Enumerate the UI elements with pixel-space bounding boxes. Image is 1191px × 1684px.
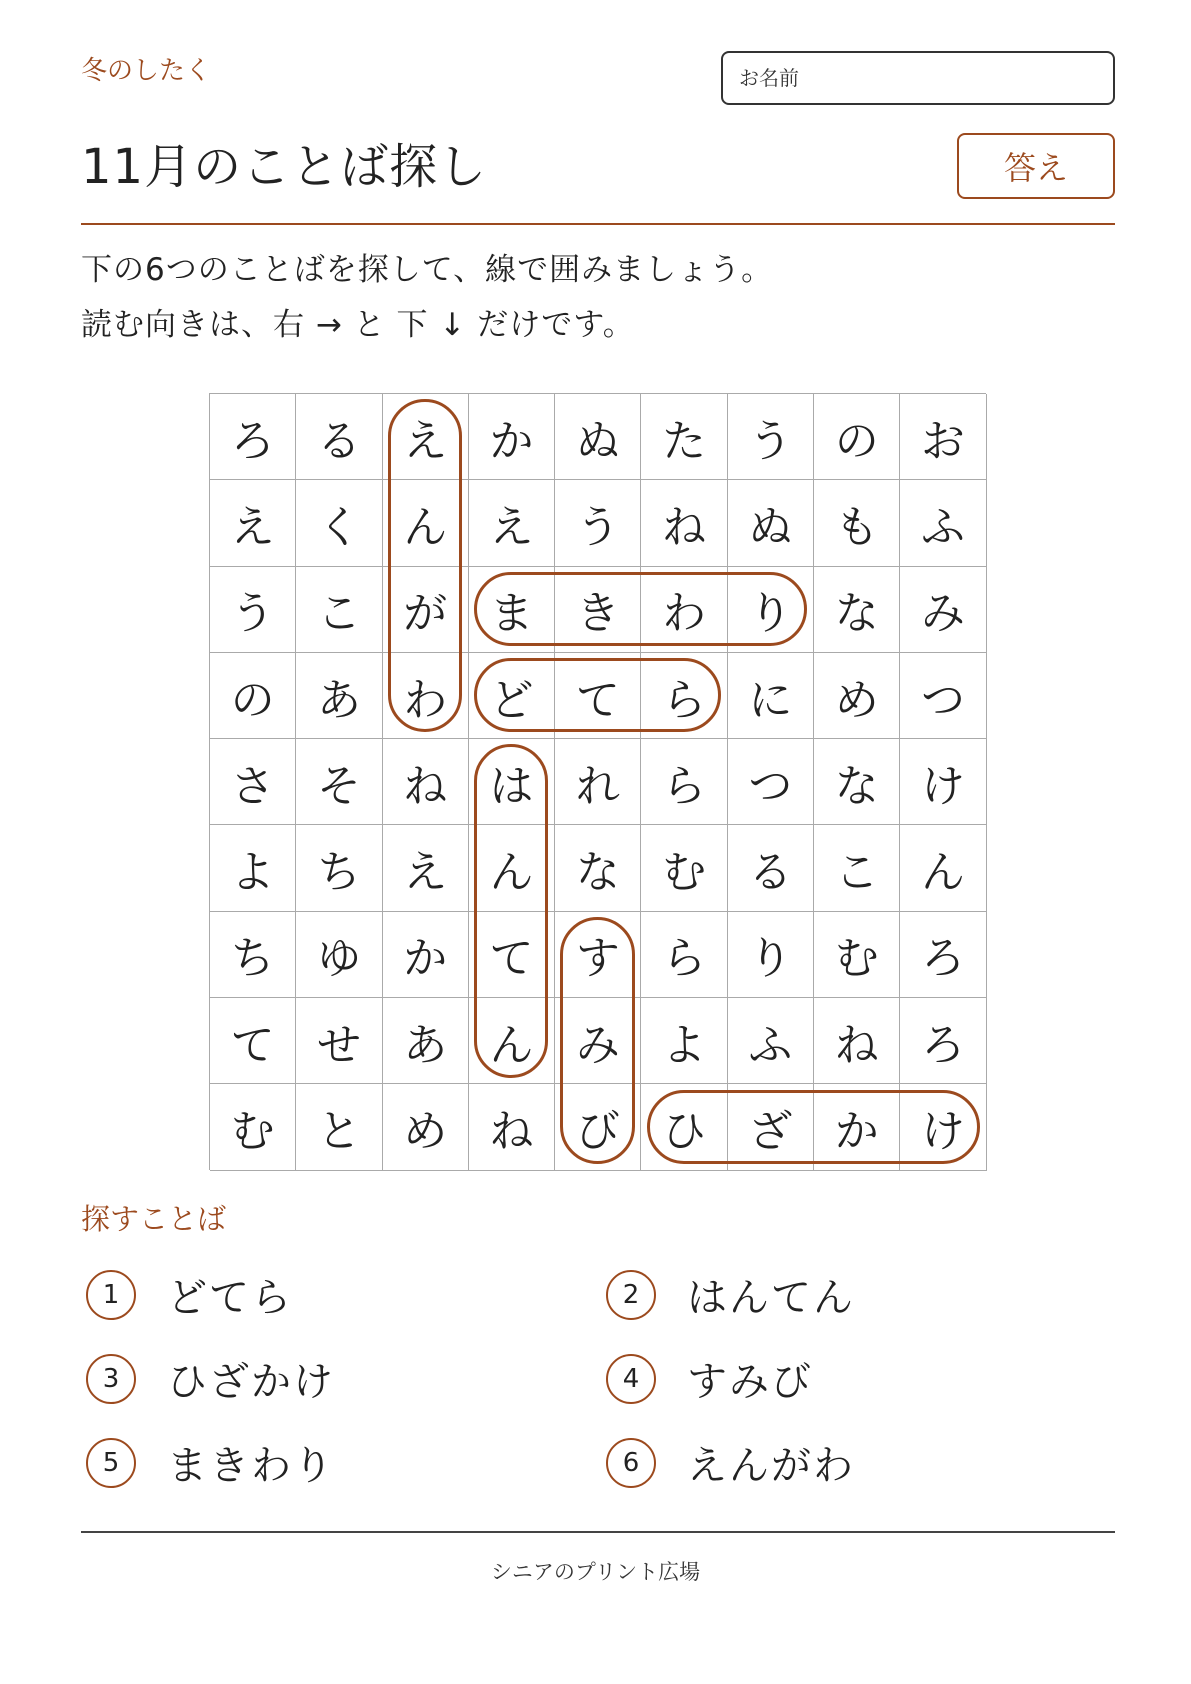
word-list-item [606, 1266, 855, 1323]
grid-cell: え [383, 394, 469, 480]
grid-cell: ら [641, 653, 727, 739]
number-badge: 5 [86, 1438, 136, 1488]
grid-cell: ね [641, 480, 727, 566]
grid-cell: め [814, 653, 900, 739]
word-list-item [606, 1350, 813, 1407]
number-badge: 1 [86, 1270, 136, 1320]
word-list-item [86, 1434, 335, 1491]
grid-cell: な [814, 567, 900, 653]
header-divider [81, 223, 1115, 225]
number-badge: 4 [606, 1354, 656, 1404]
grid-cell: ん [383, 480, 469, 566]
grid-cell: く [296, 480, 382, 566]
grid-cell: む [641, 825, 727, 911]
grid-cell: れ [555, 739, 641, 825]
category-label: 冬のしたく [81, 56, 212, 86]
grid-cell: て [469, 912, 555, 998]
footer-divider [81, 1531, 1115, 1533]
grid-cell: ろ [900, 912, 986, 998]
grid-cell: ね [383, 739, 469, 825]
grid-cell: う [555, 480, 641, 566]
grid-cell: む [210, 1084, 296, 1170]
grid-cell: ん [469, 998, 555, 1084]
grid-cell: る [728, 825, 814, 911]
grid-cell: と [296, 1084, 382, 1170]
grid-cell: む [814, 912, 900, 998]
target-word: まきわり [167, 1443, 335, 1489]
grid-cell: ら [641, 912, 727, 998]
target-word: えんがわ [687, 1443, 855, 1489]
grid-cell: す [555, 912, 641, 998]
word-list-heading: 探すことば [81, 1202, 227, 1236]
word-list-item [86, 1350, 335, 1407]
grid-cell: き [555, 567, 641, 653]
grid-cell: お [900, 394, 986, 480]
grid-cell: も [814, 480, 900, 566]
footer-credit: シニアのプリント広場 [490, 1560, 701, 1584]
grid-cell: ち [296, 825, 382, 911]
target-word: どてら [167, 1275, 293, 1321]
grid-cell: ふ [900, 480, 986, 566]
grid-cell: の [210, 653, 296, 739]
page-title: 11月のことば探し [81, 139, 488, 195]
grid-cell: ぬ [555, 394, 641, 480]
grid-cell: か [383, 912, 469, 998]
grid-cell: ゆ [296, 912, 382, 998]
name-field[interactable] [721, 51, 1115, 105]
target-word: ひざかけ [167, 1359, 335, 1405]
grid-cell: ふ [728, 998, 814, 1084]
grid-cell: え [383, 825, 469, 911]
grid-cell: る [296, 394, 382, 480]
number-badge: 6 [606, 1438, 656, 1488]
target-word: はんてん [687, 1275, 855, 1321]
grid-cell: ぬ [728, 480, 814, 566]
grid-cell: あ [383, 998, 469, 1084]
grid-cell: こ [296, 567, 382, 653]
number-badge: 3 [86, 1354, 136, 1404]
grid-cell: ね [814, 998, 900, 1084]
grid-cell: え [210, 480, 296, 566]
grid-cell: な [814, 739, 900, 825]
word-search-puzzle [209, 393, 986, 1170]
instruction-line-1: 下の6つのことばを探して、線で囲みましょう。 [81, 252, 774, 288]
number-badge: 2 [606, 1270, 656, 1320]
grid-cell: ひ [641, 1084, 727, 1170]
letter-grid [209, 393, 986, 1170]
grid-cell: め [383, 1084, 469, 1170]
instruction-line-2: 読む向きは、右 → と 下 ↓ だけです。 [81, 307, 635, 343]
grid-cell: こ [814, 825, 900, 911]
grid-cell: よ [210, 825, 296, 911]
grid-cell: わ [383, 653, 469, 739]
grid-cell: ざ [728, 1084, 814, 1170]
grid-cell: ま [469, 567, 555, 653]
grid-cell: て [210, 998, 296, 1084]
grid-cell: け [900, 739, 986, 825]
grid-cell: ろ [900, 998, 986, 1084]
grid-cell: え [469, 480, 555, 566]
grid-cell: は [469, 739, 555, 825]
grid-cell: か [814, 1084, 900, 1170]
grid-cell: わ [641, 567, 727, 653]
grid-cell: そ [296, 739, 382, 825]
target-word: すみび [687, 1359, 813, 1405]
grid-cell: あ [296, 653, 382, 739]
grid-cell: ど [469, 653, 555, 739]
grid-cell: て [555, 653, 641, 739]
grid-cell: よ [641, 998, 727, 1084]
grid-cell: せ [296, 998, 382, 1084]
grid-cell: け [900, 1084, 986, 1170]
grid-cell: さ [210, 739, 296, 825]
grid-cell: か [469, 394, 555, 480]
grid-cell: ね [469, 1084, 555, 1170]
grid-cell: つ [728, 739, 814, 825]
grid-cell: ち [210, 912, 296, 998]
grid-cell: ん [900, 825, 986, 911]
grid-cell: り [728, 912, 814, 998]
grid-cell: た [641, 394, 727, 480]
word-list-item [86, 1266, 293, 1323]
grid-cell: に [728, 653, 814, 739]
word-list-item [606, 1434, 855, 1491]
grid-cell: ら [641, 739, 727, 825]
grid-cell: の [814, 394, 900, 480]
grid-cell: う [728, 394, 814, 480]
grid-cell: う [210, 567, 296, 653]
grid-cell: り [728, 567, 814, 653]
grid-cell: ろ [210, 394, 296, 480]
answer-button[interactable]: 答え [957, 133, 1115, 199]
grid-cell: な [555, 825, 641, 911]
grid-cell: ん [469, 825, 555, 911]
grid-cell: び [555, 1084, 641, 1170]
grid-cell: が [383, 567, 469, 653]
grid-cell: つ [900, 653, 986, 739]
grid-cell: み [555, 998, 641, 1084]
grid-cell: み [900, 567, 986, 653]
